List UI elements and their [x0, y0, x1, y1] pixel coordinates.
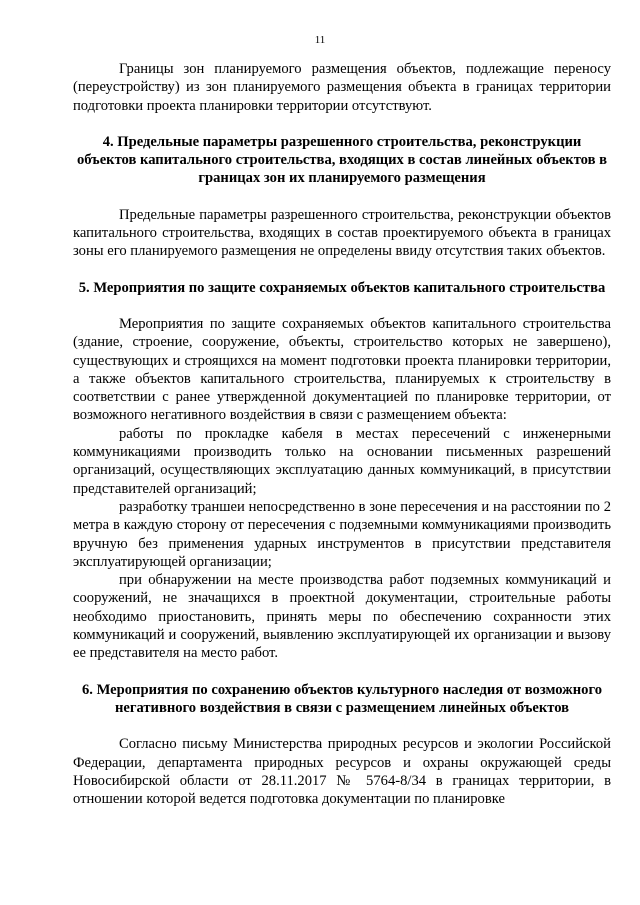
document-body: [73, 60, 611, 808]
page-number: 11: [314, 34, 326, 46]
section-5-item-3: при обнаружении на месте производства работ подземных коммуникаций и сооружений, не значащихся в проектной документации, строительные работы необходимо приостановить, принять меры по обеспечению сохранности этих коммуникаций и сооружений, выявлению эксплуатирующей их организации и вызову ее представителя на место работ.: [73, 572, 611, 662]
section-5-title: 5. Мероприятия по защите сохраняемых объектов капитального строительства: [78, 279, 606, 296]
section-6-title: 6. Мероприятия по сохранению объектов культурного наследия от возможного негативного воздействия в связи с размещением линейных объектов: [81, 681, 603, 716]
section-5-item-2: разработку траншеи непосредственно в зоне пересечения и на расстоянии по 2 метра в каждую сторону от пересечения с подземными коммуникациями производить вручную без применения ударных инструментов в присутствии представителя эксплуатирующей организации;: [73, 498, 611, 570]
section-4-text: Предельные параметры разрешенного строительства, реконструкции объектов капитального строительства, входящих в состав проектируемого объекта в границах зоны его планируемого размещения не определены ввиду отсутствия таких объектов.: [73, 206, 611, 260]
section-6-text: Согласно письму Министерства природных ресурсов и экологии Российской Федерации, департамента природных ресурсов и охраны окружающей среды Новосибирской области от 28.11.2017 № 5764-8/34 в границах территории, в отношении которой ведется подготовка документации по планировке: [73, 736, 611, 808]
section-5-intro: Мероприятия по защите сохраняемых объектов капитального строительства (здание, строение, сооружение, объекты, строительство которых не завершено), существующих и строящихся на момент подготовки проекта планировки территории, а также объектов капитального строительства, планируемых к строительству в соответствии с ранее утвержденной документацией по планировке территории, от возможного негативного воздействия в связи с размещением объекта:: [73, 315, 611, 424]
paragraph-zone-boundaries: Границы зон планируемого размещения объектов, подлежащие переносу (переустройству) из зон планируемого размещения объекта в границах территории подготовки проекта планировки территории отсутствуют.: [73, 61, 611, 114]
section-4-title: 4. Предельные параметры разрешенного строительства, реконструкции объектов капитального строительства, входящих в состав линейных объектов в границах зон их планируемого размещения: [76, 133, 608, 187]
section-5-item-1: работы по прокладке кабеля в местах пересечений с инженерными коммуникациями производить только на основании письменных разрешений организаций, осуществляющих эксплуатацию данных коммуникаций, в присутствии представителей организаций;: [73, 425, 611, 497]
